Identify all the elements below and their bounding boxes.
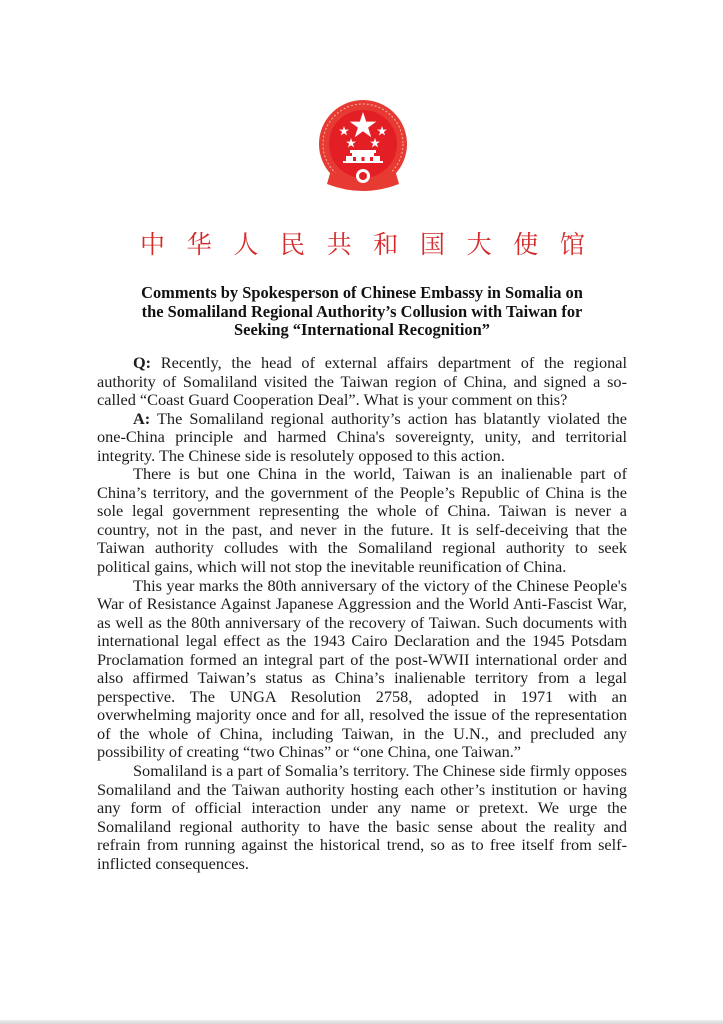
question-label: Q: (133, 353, 152, 372)
heading-char: 中 (140, 230, 166, 259)
body-paragraph: There is but one China in the world, Taiwan is an inalienable part of China’s territory, and the government of the People’s Republic of China is the sole legal government representing the whole of China. Taiwan is never a country, not in the past, and never in the future. It is self-deceiving that the Taiwan authority colludes with the Somaliland regional authority to seek political gains, which will not stop the inevitable reunification of China. (97, 464, 627, 577)
heading-char: 民 (279, 230, 305, 259)
scan-bottom-edge (0, 1020, 723, 1024)
heading-char: 共 (326, 230, 352, 259)
answer-label: A: (133, 408, 151, 428)
body-paragraph: This year marks the 80th anniversary of the victory of the Chinese People's War of Resistance Against Japanese Aggression and the World Anti-Fascist War, as well as the 80th anniversary of the recovery of Taiwan. Such documents with international legal effect as the 1943 Cairo Declaration and the 1945 Potsdam Proclamation formed an integral part of the post-WWII international order and also affirmed Taiwan’s status as China’s inalienable territory from a legal perspective. The UNGA Resolution 2758, adopted in 1971 with an overwhelming majority once and for all, resolved the issue of the representation of the whole of China, including Taiwan, in the U.N., and precluded any possibility of creating “two Chinas” or “one China, one Taiwan.” (97, 575, 627, 762)
heading-char: 国 (419, 230, 445, 259)
answer-paragraph (97, 410, 627, 466)
title-line: Comments by Spokesperson of Chinese Embassy in Somalia on (141, 283, 583, 302)
title-line: Seeking “International Recognition” (234, 320, 490, 340)
document-body (97, 354, 627, 873)
national-emblem-icon (313, 98, 413, 198)
answer-text: The Somaliland regional authority’s action has blatantly violated the one-China principle and harmed China's sovereignty, unity, and territorial integrity. The Chinese side is resolutely opposed to this action. (97, 408, 627, 465)
heading-char: 馆 (559, 230, 585, 259)
embassy-chinese-heading (140, 230, 585, 260)
question-text: Recently, the head of external affairs department of the regional authority of Somaliland visited the Taiwan region of China, and signed a so-called “Coast Guard Cooperation Deal”. What is your comment on this? (97, 353, 627, 410)
heading-char: 和 (373, 230, 399, 259)
heading-char: 大 (466, 230, 492, 259)
body-paragraph: Somaliland is a part of Somalia’s territory. The Chinese side firmly opposes Somaliland and the Taiwan authority hosting each other’s institution or having any form of official interaction under any name or pretext. We urge the Somaliland regional authority to have the basic sense about the reality and refrain from running against the historical trend, so as to free itself from self-inflicted consequences. (97, 761, 627, 873)
heading-char: 使 (513, 230, 539, 259)
document-title (92, 284, 632, 340)
title-line: the Somaliland Regional Authority’s Collusion with Taiwan for (141, 301, 583, 321)
question-paragraph (97, 354, 627, 410)
heading-char: 华 (186, 230, 212, 259)
heading-char: 人 (233, 230, 259, 259)
